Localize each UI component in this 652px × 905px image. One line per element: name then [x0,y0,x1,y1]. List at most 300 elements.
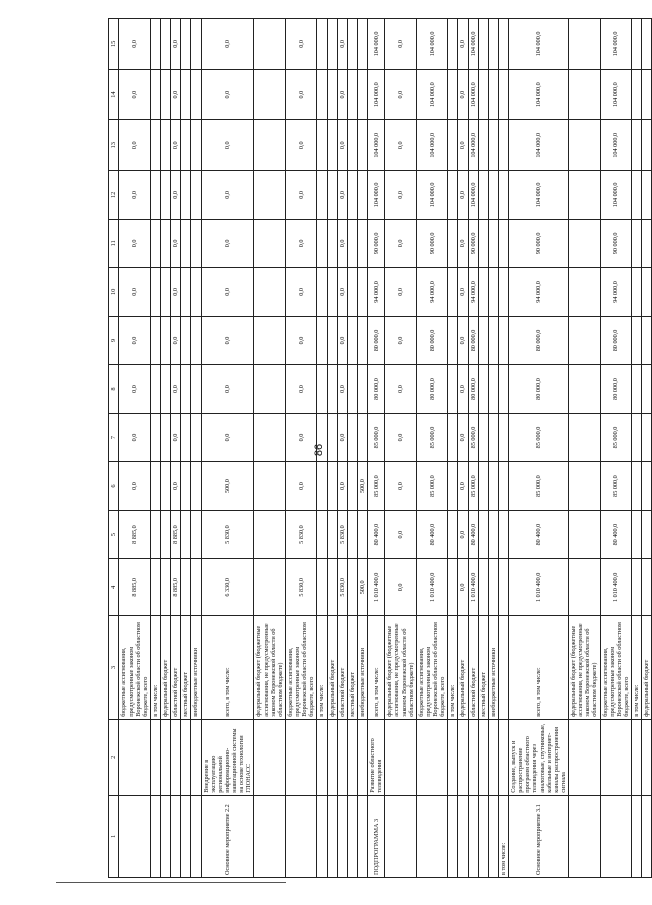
value-cell: 0,0 [201,171,254,220]
title-cell [317,719,327,795]
title-cell [119,719,151,795]
value-cell: 0,0 [458,171,468,220]
value-cell [642,171,652,220]
value-cell: 0,0 [385,171,417,220]
value-cell: 0,0 [385,510,417,559]
table-row [347,19,357,878]
value-cell: 1 010 400,0 [600,559,632,616]
value-cell [632,462,642,511]
value-cell: 500,0 [201,462,254,511]
budget-table [108,18,652,878]
value-cell: 0,0 [119,413,151,462]
column-header-2: 2 [109,719,119,795]
value-cell: 90 000,0 [416,219,448,268]
value-cell: 104 000,0 [600,69,632,120]
value-cell [448,316,458,365]
value-cell: 0,0 [285,365,317,414]
value-cell [448,559,458,616]
value-cell: 0,0 [171,413,181,462]
column-header-7: 7 [109,413,119,462]
value-cell: 85 000,0 [509,462,569,511]
value-cell [357,510,367,559]
value-cell [327,462,337,511]
source-cell: всего, в том числе: [368,616,385,719]
value-cell: 0,0 [337,120,347,171]
event-cell: ПОДПРОГРАММА 3 [368,795,385,877]
source-cell: всего, в том числе: [201,616,254,719]
value-cell [642,19,652,70]
value-cell [181,462,191,511]
title-cell [642,719,652,795]
value-cell [569,171,601,220]
value-cell: 0,0 [385,219,417,268]
table-row [317,19,327,878]
value-cell: 0,0 [385,413,417,462]
column-header-10: 10 [109,268,119,317]
value-cell: 0,0 [385,559,417,616]
value-cell [357,365,367,414]
value-cell: 0,0 [119,365,151,414]
value-cell: 85 000,0 [468,413,478,462]
table-row [632,19,642,878]
title-cell [416,719,448,795]
value-cell [181,219,191,268]
event-cell [448,795,458,877]
table-row [201,19,254,878]
value-cell: 0,0 [385,19,417,70]
source-cell [498,616,508,719]
value-cell [150,413,160,462]
value-cell [642,365,652,414]
source-cell: областной бюджет [468,616,478,719]
table-row [468,19,478,878]
value-cell: 0,0 [385,316,417,365]
event-cell [468,795,478,877]
value-cell [642,268,652,317]
value-cell [327,413,337,462]
value-cell: 0,0 [201,219,254,268]
column-header-6: 6 [109,462,119,511]
value-cell [569,316,601,365]
value-cell [357,69,367,120]
column-header-11: 11 [109,219,119,268]
value-cell: 8 885,0 [171,510,181,559]
title-cell: Создание, выпуск и распространение программ областного телевидения через аналоговые, спутниковые, кабельные и интернет-каналы распространения сигнала [509,719,569,795]
event-cell [416,795,448,877]
value-cell [161,69,171,120]
value-cell: 0,0 [337,219,347,268]
value-cell [150,69,160,120]
value-cell: 80 000,0 [468,365,478,414]
value-cell: 0,0 [171,19,181,70]
source-cell: федеральный бюджет (бюджетные ассигнования, не предусмотренные законом Воронежской области об областном бюджете) [385,616,417,719]
value-cell [357,316,367,365]
event-cell [119,795,151,877]
value-cell [181,120,191,171]
value-cell [347,69,357,120]
title-cell: Развитие областного телевидения [368,719,385,795]
value-cell: 0,0 [458,510,468,559]
value-cell [327,171,337,220]
value-cell: 0,0 [458,19,468,70]
value-cell: 80 000,0 [468,316,478,365]
title-cell [285,719,317,795]
value-cell: 0,0 [458,462,468,511]
value-cell: 1 010 400,0 [468,559,478,616]
table-row [119,19,151,878]
value-cell: 80 400,0 [416,510,448,559]
value-cell [448,268,458,317]
value-cell [642,510,652,559]
value-cell [632,413,642,462]
value-cell: 104 000,0 [416,19,448,70]
value-cell: 500,0 [357,462,367,511]
title-cell [478,719,488,795]
value-cell: 104 000,0 [416,69,448,120]
table-row [181,19,191,878]
value-cell: 0,0 [285,413,317,462]
title-cell [448,719,458,795]
event-cell: в том числе: [498,795,508,877]
value-cell [569,19,601,70]
table-row [171,19,181,878]
value-cell: 0,0 [458,365,468,414]
value-cell: 85 000,0 [416,462,448,511]
table-row [509,19,569,878]
value-cell [150,462,160,511]
event-cell [191,795,201,877]
value-cell: 0,0 [385,365,417,414]
value-cell [327,120,337,171]
value-cell: 0,0 [171,268,181,317]
value-cell: 80 000,0 [416,365,448,414]
value-cell [498,19,508,70]
value-cell [347,413,357,462]
table-row [458,19,468,878]
value-cell [317,19,327,70]
value-cell: 104 000,0 [368,171,385,220]
value-cell: 0,0 [337,365,347,414]
value-cell [191,365,201,414]
value-cell [161,120,171,171]
event-cell [642,795,652,877]
value-cell [488,510,498,559]
value-cell [191,120,201,171]
value-cell [498,510,508,559]
value-cell: 0,0 [171,219,181,268]
value-cell [357,219,367,268]
table-row [368,19,385,878]
value-cell [498,413,508,462]
value-cell: 94 000,0 [600,268,632,317]
value-cell [642,219,652,268]
value-cell [357,268,367,317]
column-header-9: 9 [109,316,119,365]
title-cell [337,719,347,795]
value-cell [150,268,160,317]
value-cell: 0,0 [171,316,181,365]
value-cell: 0,0 [285,120,317,171]
value-cell [498,120,508,171]
value-cell [498,462,508,511]
value-cell [254,510,286,559]
value-cell: 0,0 [119,268,151,317]
value-cell [150,19,160,70]
event-cell [600,795,632,877]
value-cell [569,120,601,171]
source-cell: бюджетные ассигнования, предусмотренные законом Воронежской области об областном бюджете, всего [285,616,317,719]
value-cell: 104 000,0 [368,69,385,120]
value-cell [161,365,171,414]
value-cell: 5 830,0 [337,510,347,559]
value-cell [448,219,458,268]
value-cell [254,120,286,171]
value-cell [254,219,286,268]
value-cell: 104 000,0 [600,171,632,220]
value-cell [498,268,508,317]
value-cell: 0,0 [119,69,151,120]
value-cell: 0,0 [385,69,417,120]
value-cell [569,69,601,120]
value-cell [181,69,191,120]
value-cell [181,268,191,317]
value-cell [642,413,652,462]
value-cell [478,120,488,171]
value-cell: 85 000,0 [416,413,448,462]
value-cell [632,219,642,268]
value-cell: 80 400,0 [468,510,478,559]
value-cell [150,316,160,365]
value-cell [181,171,191,220]
table-row [161,19,171,878]
value-cell: 0,0 [171,365,181,414]
value-cell: 0,0 [385,268,417,317]
value-cell [569,510,601,559]
source-cell: бюджетные ассигнования, предусмотренные законом Воронежской области об областном бюджете, всего [119,616,151,719]
value-cell [254,365,286,414]
value-cell [347,365,357,414]
value-cell [181,510,191,559]
value-cell: 90 000,0 [368,219,385,268]
source-cell: областной бюджет [337,616,347,719]
value-cell [191,510,201,559]
value-cell [478,365,488,414]
value-cell: 0,0 [201,19,254,70]
value-cell [317,268,327,317]
value-cell: 104 000,0 [368,19,385,70]
table-row [642,19,652,878]
value-cell [150,120,160,171]
value-cell [478,462,488,511]
column-header-5: 5 [109,510,119,559]
value-cell: 0,0 [337,462,347,511]
value-cell [448,171,458,220]
value-cell [478,219,488,268]
value-cell [478,559,488,616]
value-cell: 0,0 [385,120,417,171]
value-cell: 0,0 [458,268,468,317]
title-cell [632,719,642,795]
value-cell [150,559,160,616]
value-cell: 94 000,0 [416,268,448,317]
value-cell [191,19,201,70]
value-cell [254,171,286,220]
value-cell [347,219,357,268]
value-cell: 0,0 [458,316,468,365]
value-cell [498,316,508,365]
value-cell: 94 000,0 [468,268,478,317]
page-number: 86 [313,443,325,457]
table-row [337,19,347,878]
value-cell [569,559,601,616]
value-cell: 85 000,0 [468,462,478,511]
source-cell: местный бюджет [347,616,357,719]
value-cell [347,268,357,317]
event-cell [458,795,468,877]
value-cell: 104 000,0 [468,171,478,220]
value-cell: 0,0 [285,69,317,120]
value-cell: 0,0 [201,120,254,171]
value-cell [161,559,171,616]
value-cell [317,120,327,171]
value-cell: 5 830,0 [337,559,347,616]
value-cell [632,69,642,120]
value-cell [632,365,642,414]
table-row [569,19,601,878]
value-cell: 0,0 [285,219,317,268]
source-cell: федеральный бюджет [458,616,468,719]
value-cell [161,316,171,365]
value-cell [150,171,160,220]
value-cell [327,219,337,268]
value-cell [254,559,286,616]
value-cell: 0,0 [171,69,181,120]
value-cell [317,171,327,220]
value-cell: 85 000,0 [368,462,385,511]
value-cell: 104 000,0 [600,19,632,70]
source-cell: внебюджетные источники [357,616,367,719]
column-header-12: 12 [109,171,119,220]
header-row [109,19,119,878]
title-cell [385,719,417,795]
value-cell [191,413,201,462]
value-cell [488,316,498,365]
value-cell [498,69,508,120]
value-cell: 104 000,0 [416,171,448,220]
value-cell [478,19,488,70]
value-cell [357,19,367,70]
table-row [478,19,488,878]
title-cell [569,719,601,795]
value-cell [161,19,171,70]
title-cell [150,719,160,795]
value-cell [448,19,458,70]
table-row [600,19,632,878]
value-cell [327,316,337,365]
value-cell [181,19,191,70]
value-cell [347,120,357,171]
value-cell [191,219,201,268]
source-cell: внебюджетные источники [191,616,201,719]
source-cell: федеральный бюджет [642,616,652,719]
column-header-15: 15 [109,19,119,70]
value-cell: 90 000,0 [468,219,478,268]
value-cell: 90 000,0 [600,219,632,268]
event-cell [254,795,286,877]
value-cell [327,510,337,559]
value-cell: 0,0 [458,120,468,171]
value-cell: 94 000,0 [509,268,569,317]
value-cell [632,559,642,616]
value-cell [448,510,458,559]
value-cell [632,171,642,220]
value-cell [327,19,337,70]
source-cell: бюджетные ассигнования, предусмотренные законом Воронежской области об областном бюджете, всего [416,616,448,719]
value-cell: 94 000,0 [368,268,385,317]
value-cell [191,316,201,365]
table-row [327,19,337,878]
table-row [285,19,317,878]
footnote-rule [56,882,286,883]
event-cell [337,795,347,877]
value-cell: 0,0 [458,559,468,616]
value-cell [181,413,191,462]
source-cell: федеральный бюджет [327,616,337,719]
value-cell: 8 885,0 [119,510,151,559]
value-cell: 0,0 [201,365,254,414]
value-cell [498,219,508,268]
source-cell: в том числе: [448,616,458,719]
value-cell [347,462,357,511]
value-cell [448,69,458,120]
value-cell: 8 885,0 [119,559,151,616]
event-cell [488,795,498,877]
value-cell [642,559,652,616]
value-cell: 0,0 [337,316,347,365]
value-cell [317,219,327,268]
value-cell [642,462,652,511]
title-cell [468,719,478,795]
title-cell [488,719,498,795]
value-cell: 85 000,0 [600,413,632,462]
value-cell: 104 000,0 [509,171,569,220]
value-cell [632,268,642,317]
value-cell [161,219,171,268]
value-cell [448,462,458,511]
value-cell [317,510,327,559]
column-header-14: 14 [109,69,119,120]
value-cell [347,19,357,70]
value-cell [488,120,498,171]
event-cell [357,795,367,877]
column-header-13: 13 [109,120,119,171]
value-cell [317,316,327,365]
value-cell: 0,0 [285,316,317,365]
event-cell [161,795,171,877]
value-cell: 80 400,0 [509,510,569,559]
table-row [254,19,286,878]
value-cell: 0,0 [171,462,181,511]
value-cell [488,171,498,220]
event-cell [569,795,601,877]
value-cell: 0,0 [458,219,468,268]
value-cell [569,219,601,268]
value-cell [569,413,601,462]
value-cell [161,462,171,511]
rotated-table-container [108,18,651,878]
value-cell [161,171,171,220]
source-cell: местный бюджет [478,616,488,719]
